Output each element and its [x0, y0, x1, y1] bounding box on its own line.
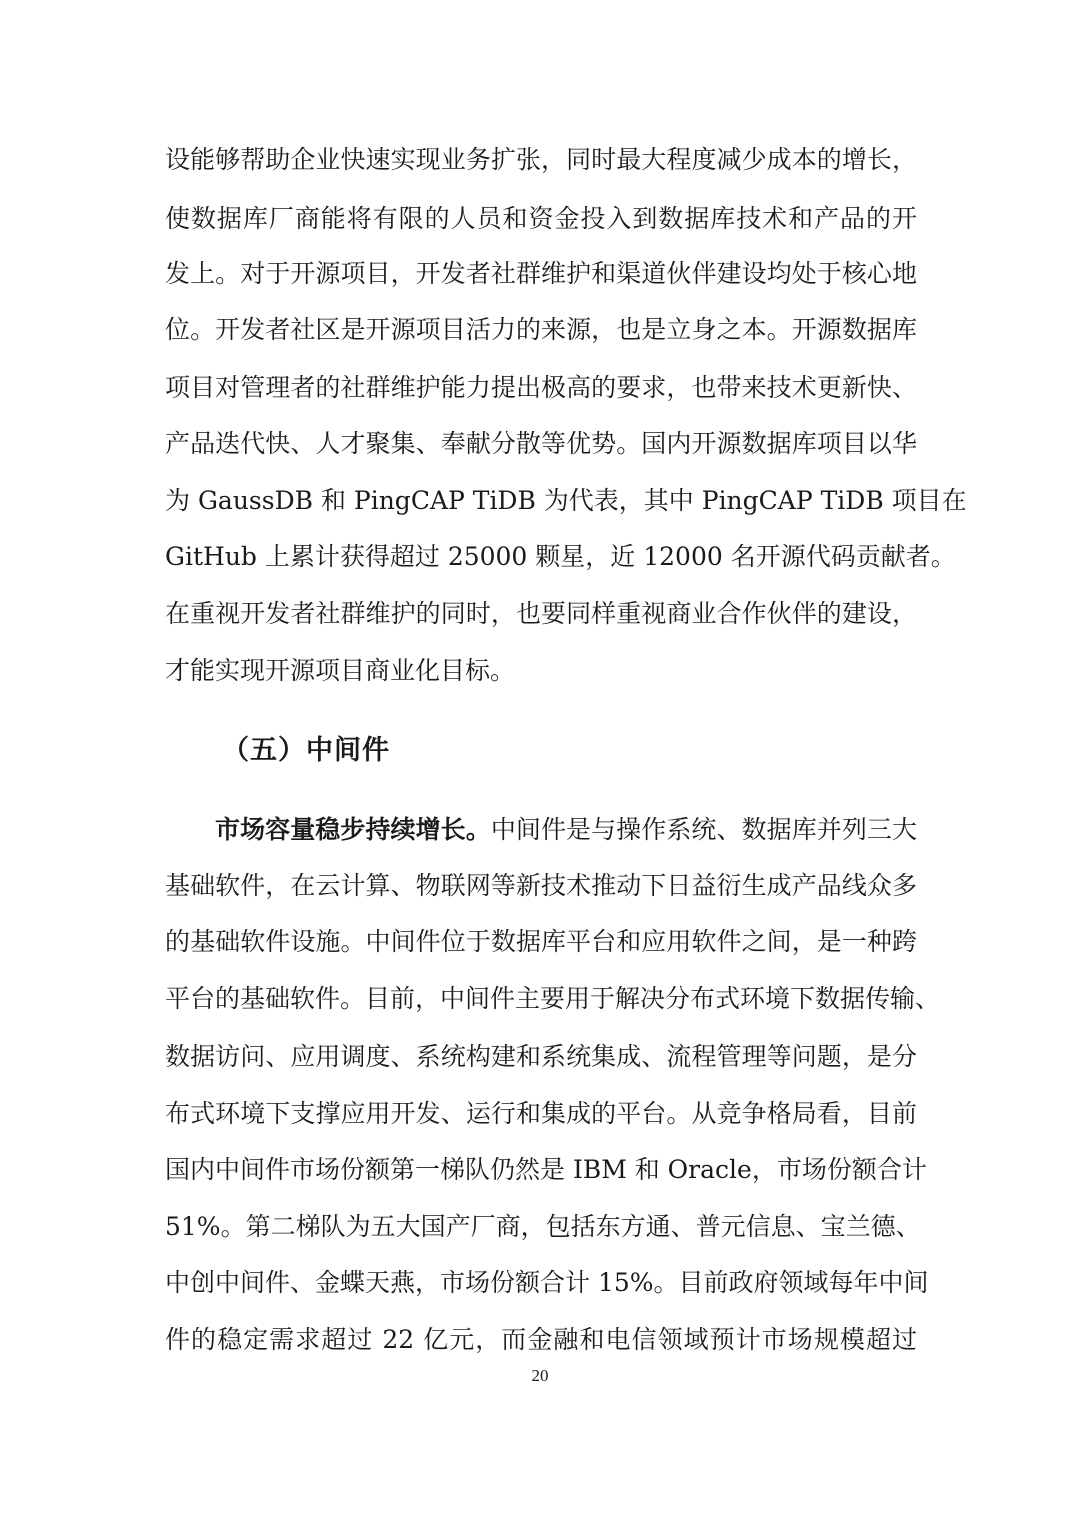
- text-line: 才能实现开源项目商业化目标。: [165, 656, 516, 685]
- text-line: 基础软件，在云计算、物联网等新技术推动下日益衍生成产品线众多: [165, 871, 917, 900]
- text-line: 平台的基础软件。目前，中间件主要用于解决分布式环境下数据传输、: [165, 984, 941, 1013]
- text-line: 51%。第二梯队为五大国产厂商，包括东方通、普元信息、宝兰德、: [165, 1212, 921, 1241]
- text-line-first: [215, 813, 917, 847]
- text-line: 设能够帮助企业快速实现业务扩张，同时最大程度减少成本的增长，: [165, 145, 917, 174]
- page-number: 20: [531, 1366, 549, 1385]
- text-line: 数据访问、应用调度、系统构建和系统集成、流程管理等问题，是分: [165, 1042, 917, 1071]
- text-line: 中创中间件、金蝶天燕，市场份额合计 15%。目前政府领域每年中间: [165, 1268, 929, 1297]
- text-line: 产品迭代快、人才聚集、奉献分散等优势。国内开源数据库项目以华: [165, 429, 917, 458]
- text-line: GitHub 上累计获得超过 25000 颗星，近 12000 名开源代码贡献者。: [165, 542, 956, 571]
- text-line: 项目对管理者的社群维护能力提出极高的要求，也带来技术更新快、: [165, 373, 917, 402]
- text-span: 中间件是与操作系统、数据库并列三大: [490, 815, 917, 844]
- section-heading: （五）中间件: [222, 735, 390, 766]
- lead-sentence: 市场容量稳步持续增长。: [215, 815, 491, 844]
- text-line: 发上。对于开源项目，开发者社群维护和渠道伙伴建设均处于核心地: [165, 259, 917, 288]
- text-line: 在重视开发者社群维护的同时，也要同样重视商业合作伙伴的建设，: [165, 599, 917, 628]
- text-line: 使数据库厂商能将有限的人员和资金投入到数据库技术和产品的开: [165, 204, 917, 233]
- text-line: 布式环境下支撑应用开发、运行和集成的平台。从竞争格局看，目前: [165, 1099, 917, 1128]
- text-line: 位。开发者社区是开源项目活力的来源，也是立身之本。开源数据库: [165, 315, 917, 344]
- text-line: 为 GaussDB 和 PingCAP TiDB 为代表，其中 PingCAP TiDB 项目在: [165, 486, 967, 515]
- text-line: 的基础软件设施。中间件位于数据库平台和应用软件之间，是一种跨: [165, 927, 917, 956]
- text-line: 国内中间件市场份额第一梯队仍然是 IBM 和 Oracle，市场份额合计: [165, 1155, 927, 1184]
- text-line: 件的稳定需求超过 22 亿元，而金融和电信领域预计市场规模超过: [165, 1325, 917, 1354]
